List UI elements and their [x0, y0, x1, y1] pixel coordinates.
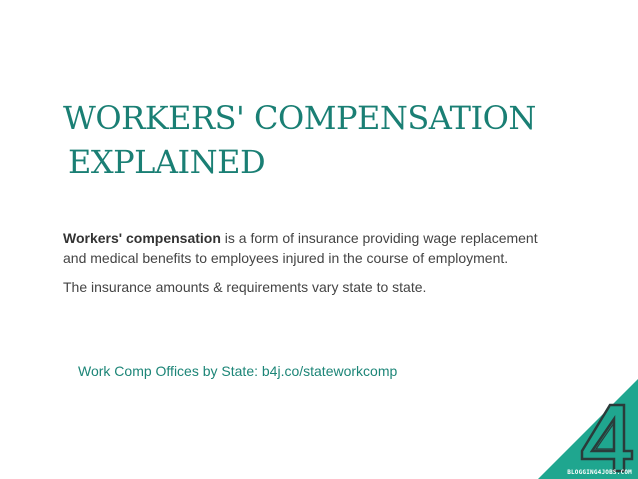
state-offices-link[interactable]: Work Comp Offices by State: b4j.co/stateworkcomp: [78, 363, 398, 379]
slide-body: [63, 229, 563, 298]
logo-text: BLOGGING4JOBS.COM: [567, 469, 632, 476]
brand-corner: [528, 369, 638, 479]
title-line-2: EXPLAINED: [68, 143, 266, 181]
number-four-logo-icon: [574, 401, 634, 473]
definition-paragraph: [63, 229, 563, 268]
definition-text: is a form of insurance providing wage replacement and medical benefits to employees injured in the course of employment.: [63, 230, 538, 266]
requirements-paragraph: The insurance amounts & requirements vary state to state.: [63, 279, 427, 295]
definition-term: Workers' compensation: [63, 230, 221, 246]
title-line-1: WORKERS' COMPENSATION: [63, 99, 536, 137]
slide-title: [63, 96, 583, 184]
